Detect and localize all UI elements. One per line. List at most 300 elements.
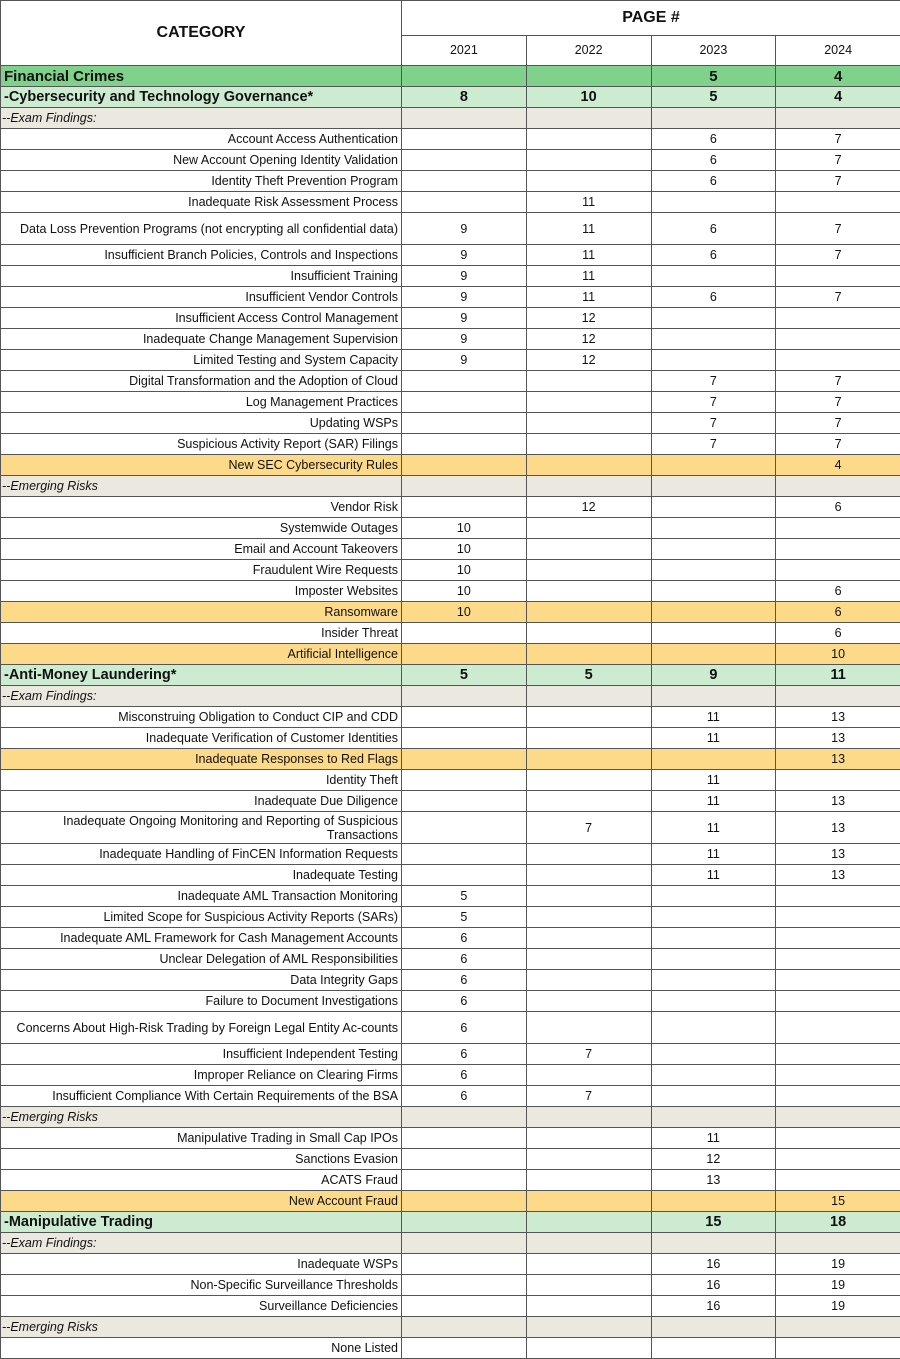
page-cell-2021: 10 bbox=[402, 581, 527, 602]
page-cell-2023 bbox=[651, 749, 776, 770]
category-cell: Inadequate Ongoing Monitoring and Reporting of Suspicious Transactions bbox=[1, 812, 402, 844]
table-row-label bbox=[1, 686, 900, 707]
table-row-item bbox=[1, 907, 900, 928]
category-cell: Digital Transformation and the Adoption of Cloud bbox=[1, 371, 402, 392]
page-cell-2022: 10 bbox=[526, 87, 651, 108]
category-cell: Inadequate AML Transaction Monitoring bbox=[1, 886, 402, 907]
page-cell-2021 bbox=[402, 707, 527, 728]
page-cell-2023: 11 bbox=[651, 1128, 776, 1149]
page-cell-2021 bbox=[402, 497, 527, 518]
page-cell-2022 bbox=[526, 749, 651, 770]
page-cell-2022: 7 bbox=[526, 1044, 651, 1065]
category-cell: Data Loss Prevention Programs (not encrypting all confidential data) bbox=[1, 213, 402, 245]
page-cell-2023 bbox=[651, 1191, 776, 1212]
page-cell-2023: 7 bbox=[651, 371, 776, 392]
page-cell-2022 bbox=[526, 518, 651, 539]
page-cell-2024: 6 bbox=[776, 602, 900, 623]
category-cell: Financial Crimes bbox=[1, 66, 402, 87]
category-cell: Insufficient Independent Testing bbox=[1, 1044, 402, 1065]
page-cell-2021 bbox=[402, 1254, 527, 1275]
page-cell-2023 bbox=[651, 1086, 776, 1107]
page-cell-2021 bbox=[402, 66, 527, 87]
year-header-2024: 2024 bbox=[776, 35, 900, 65]
page-cell-2022 bbox=[526, 770, 651, 791]
page-cell-2023 bbox=[651, 455, 776, 476]
page-cell-2021 bbox=[402, 413, 527, 434]
category-cell: Data Integrity Gaps bbox=[1, 970, 402, 991]
page-cell-2022 bbox=[526, 644, 651, 665]
page-cell-2021: 5 bbox=[402, 665, 527, 686]
category-cell: -Anti-Money Laundering* bbox=[1, 665, 402, 686]
page-cell-2023: 13 bbox=[651, 1170, 776, 1191]
page-cell-2023: 11 bbox=[651, 791, 776, 812]
table-row-item bbox=[1, 371, 900, 392]
page-cell-2021 bbox=[402, 476, 527, 497]
page-cell-2023: 11 bbox=[651, 865, 776, 886]
page-cell-2021: 10 bbox=[402, 518, 527, 539]
category-cell: Inadequate Due Diligence bbox=[1, 791, 402, 812]
page-cell-2021: 5 bbox=[402, 907, 527, 928]
page-cell-2022 bbox=[526, 602, 651, 623]
page-cell-2023 bbox=[651, 928, 776, 949]
page-cell-2021 bbox=[402, 812, 527, 844]
page-cell-2022 bbox=[526, 1149, 651, 1170]
category-cell: Sanctions Evasion bbox=[1, 1149, 402, 1170]
page-cell-2023 bbox=[651, 949, 776, 970]
page-cell-2023: 12 bbox=[651, 1149, 776, 1170]
page-cell-2024: 7 bbox=[776, 129, 900, 150]
page-cell-2024 bbox=[776, 1086, 900, 1107]
page-cell-2024: 13 bbox=[776, 844, 900, 865]
page-cell-2024 bbox=[776, 949, 900, 970]
category-cell: Concerns About High-Risk Trading by Foreign Legal Entity Ac-counts bbox=[1, 1012, 402, 1044]
page-cell-2024 bbox=[776, 266, 900, 287]
category-cell: ACATS Fraud bbox=[1, 1170, 402, 1191]
page-cell-2022 bbox=[526, 66, 651, 87]
page-cell-2023 bbox=[651, 581, 776, 602]
category-cell: Suspicious Activity Report (SAR) Filings bbox=[1, 434, 402, 455]
table-row-item bbox=[1, 1065, 900, 1086]
category-cell: Insufficient Training bbox=[1, 266, 402, 287]
page-cell-2021 bbox=[402, 129, 527, 150]
page-cell-2021 bbox=[402, 171, 527, 192]
page-cell-2021: 9 bbox=[402, 350, 527, 371]
page-cell-2022: 11 bbox=[526, 213, 651, 245]
page-cell-2022: 12 bbox=[526, 329, 651, 350]
category-cell: --Exam Findings: bbox=[1, 108, 402, 129]
category-cell: Vendor Risk bbox=[1, 497, 402, 518]
page-cell-2021 bbox=[402, 1317, 527, 1338]
table-row-label bbox=[1, 1317, 900, 1338]
table-row-label bbox=[1, 476, 900, 497]
page-cell-2024: 19 bbox=[776, 1254, 900, 1275]
table-row-item bbox=[1, 1296, 900, 1317]
page-cell-2022: 7 bbox=[526, 1086, 651, 1107]
page-cell-2022 bbox=[526, 129, 651, 150]
page-cell-2024: 19 bbox=[776, 1296, 900, 1317]
page-cell-2024: 11 bbox=[776, 665, 900, 686]
page-cell-2024 bbox=[776, 907, 900, 928]
category-cell: Account Access Authentication bbox=[1, 129, 402, 150]
page-cell-2024: 19 bbox=[776, 1275, 900, 1296]
table-row-subsection bbox=[1, 665, 900, 686]
category-cell: New Account Fraud bbox=[1, 1191, 402, 1212]
page-cell-2024: 6 bbox=[776, 581, 900, 602]
page-cell-2021: 9 bbox=[402, 213, 527, 245]
page-cell-2024: 7 bbox=[776, 245, 900, 266]
category-cell: Insider Threat bbox=[1, 623, 402, 644]
page-cell-2021 bbox=[402, 1338, 527, 1359]
table-row-item bbox=[1, 287, 900, 308]
page-cell-2023 bbox=[651, 476, 776, 497]
page-cell-2021: 9 bbox=[402, 308, 527, 329]
page-cell-2022 bbox=[526, 791, 651, 812]
page-cell-2022 bbox=[526, 886, 651, 907]
page-cell-2022 bbox=[526, 707, 651, 728]
table-row-item bbox=[1, 581, 900, 602]
page-cell-2021: 6 bbox=[402, 1012, 527, 1044]
page-cell-2024 bbox=[776, 108, 900, 129]
page-cell-2024 bbox=[776, 1170, 900, 1191]
page-cell-2022: 11 bbox=[526, 245, 651, 266]
page-cell-2022 bbox=[526, 1296, 651, 1317]
page-cell-2021: 6 bbox=[402, 970, 527, 991]
page-cell-2022 bbox=[526, 728, 651, 749]
category-cell: Limited Scope for Suspicious Activity Reports (SARs) bbox=[1, 907, 402, 928]
page-cell-2022 bbox=[526, 539, 651, 560]
page-cell-2023 bbox=[651, 518, 776, 539]
page-cell-2021 bbox=[402, 791, 527, 812]
page-cell-2021 bbox=[402, 686, 527, 707]
category-cell: Email and Account Takeovers bbox=[1, 539, 402, 560]
page-cell-2022 bbox=[526, 970, 651, 991]
table-body bbox=[1, 66, 900, 1359]
page-cell-2023 bbox=[651, 991, 776, 1012]
page-cell-2022 bbox=[526, 455, 651, 476]
category-cell: Updating WSPs bbox=[1, 413, 402, 434]
table-row-highlight bbox=[1, 644, 900, 665]
page-cell-2022 bbox=[526, 844, 651, 865]
page-cell-2021: 9 bbox=[402, 329, 527, 350]
table-row-label bbox=[1, 1107, 900, 1128]
page-cell-2023: 9 bbox=[651, 665, 776, 686]
page-cell-2023: 6 bbox=[651, 213, 776, 245]
table-row-item bbox=[1, 1170, 900, 1191]
page-cell-2021 bbox=[402, 1191, 527, 1212]
page-cell-2023 bbox=[651, 108, 776, 129]
page-cell-2024 bbox=[776, 886, 900, 907]
page-cell-2024: 7 bbox=[776, 171, 900, 192]
table-row-item bbox=[1, 497, 900, 518]
category-cell: Limited Testing and System Capacity bbox=[1, 350, 402, 371]
page-cell-2021: 5 bbox=[402, 886, 527, 907]
page-cell-2023: 11 bbox=[651, 728, 776, 749]
page-cell-2022 bbox=[526, 1012, 651, 1044]
table-row-item bbox=[1, 171, 900, 192]
page-cell-2024 bbox=[776, 539, 900, 560]
category-cell: Insufficient Compliance With Certain Requirements of the BSA bbox=[1, 1086, 402, 1107]
table-row-label bbox=[1, 1233, 900, 1254]
page-cell-2021 bbox=[402, 1296, 527, 1317]
page-cell-2021 bbox=[402, 1212, 527, 1233]
year-header-2021: 2021 bbox=[402, 35, 527, 65]
table-row-section bbox=[1, 66, 900, 87]
page-cell-2021 bbox=[402, 150, 527, 171]
page-cell-2023: 11 bbox=[651, 812, 776, 844]
page-cell-2024: 6 bbox=[776, 497, 900, 518]
page-cell-2021: 10 bbox=[402, 539, 527, 560]
page-cell-2023 bbox=[651, 1044, 776, 1065]
category-cell: -Cybersecurity and Technology Governance* bbox=[1, 87, 402, 108]
page-cell-2024: 13 bbox=[776, 707, 900, 728]
category-cell: --Exam Findings: bbox=[1, 1233, 402, 1254]
category-cell: Systemwide Outages bbox=[1, 518, 402, 539]
category-cell: Inadequate Risk Assessment Process bbox=[1, 192, 402, 213]
year-header-2022: 2022 bbox=[526, 35, 651, 65]
category-cell: Surveillance Deficiencies bbox=[1, 1296, 402, 1317]
page-cell-2021 bbox=[402, 844, 527, 865]
page-cell-2022 bbox=[526, 1254, 651, 1275]
page-cell-2022 bbox=[526, 392, 651, 413]
category-cell: Fraudulent Wire Requests bbox=[1, 560, 402, 581]
page-cell-2022 bbox=[526, 1107, 651, 1128]
page-cell-2022 bbox=[526, 108, 651, 129]
page-cell-2022 bbox=[526, 1338, 651, 1359]
category-column-header: CATEGORY bbox=[1, 1, 402, 66]
page-cell-2023: 6 bbox=[651, 287, 776, 308]
table-row-item bbox=[1, 1044, 900, 1065]
category-cell: Insufficient Branch Policies, Controls and Inspections bbox=[1, 245, 402, 266]
table-row-item bbox=[1, 245, 900, 266]
table-row-item bbox=[1, 770, 900, 791]
page-cell-2024: 18 bbox=[776, 1212, 900, 1233]
page-cell-2024 bbox=[776, 560, 900, 581]
table-row-item bbox=[1, 150, 900, 171]
page-cell-2021 bbox=[402, 371, 527, 392]
page-cell-2023: 6 bbox=[651, 245, 776, 266]
page-cell-2023 bbox=[651, 1065, 776, 1086]
page-cell-2022: 12 bbox=[526, 308, 651, 329]
category-cell: Insufficient Access Control Management bbox=[1, 308, 402, 329]
table-row-subsection bbox=[1, 87, 900, 108]
page-cell-2021 bbox=[402, 644, 527, 665]
page-cell-2023 bbox=[651, 539, 776, 560]
page-cell-2022 bbox=[526, 413, 651, 434]
page-cell-2024: 7 bbox=[776, 434, 900, 455]
page-cell-2022 bbox=[526, 1317, 651, 1338]
category-cell: -Manipulative Trading bbox=[1, 1212, 402, 1233]
page-cell-2021: 6 bbox=[402, 1065, 527, 1086]
table-row-item bbox=[1, 129, 900, 150]
page-cell-2023 bbox=[651, 602, 776, 623]
page-cell-2024 bbox=[776, 1107, 900, 1128]
table-row-item bbox=[1, 350, 900, 371]
page-cell-2023 bbox=[651, 192, 776, 213]
page-cell-2021 bbox=[402, 1149, 527, 1170]
page-cell-2024: 13 bbox=[776, 749, 900, 770]
page-cell-2023: 6 bbox=[651, 150, 776, 171]
category-cell: Artificial Intelligence bbox=[1, 644, 402, 665]
page-cell-2022 bbox=[526, 1170, 651, 1191]
table-row-item bbox=[1, 1012, 900, 1044]
page-cell-2024: 7 bbox=[776, 150, 900, 171]
page-cell-2023 bbox=[651, 308, 776, 329]
page-cell-2024: 6 bbox=[776, 623, 900, 644]
page-cell-2024: 10 bbox=[776, 644, 900, 665]
page-cell-2023 bbox=[651, 907, 776, 928]
page-cell-2023 bbox=[651, 560, 776, 581]
table-row-item bbox=[1, 707, 900, 728]
page-cell-2021: 6 bbox=[402, 1086, 527, 1107]
page-cell-2023: 11 bbox=[651, 844, 776, 865]
table-row-item bbox=[1, 812, 900, 844]
page-cell-2021: 9 bbox=[402, 245, 527, 266]
category-cell: Identity Theft Prevention Program bbox=[1, 171, 402, 192]
page-cell-2022 bbox=[526, 1275, 651, 1296]
page-cell-2024 bbox=[776, 1149, 900, 1170]
page-cell-2023 bbox=[651, 1233, 776, 1254]
page-cell-2024 bbox=[776, 686, 900, 707]
table-row-highlight bbox=[1, 749, 900, 770]
page-cell-2023: 5 bbox=[651, 66, 776, 87]
page-cell-2023 bbox=[651, 329, 776, 350]
category-cell: Ransomware bbox=[1, 602, 402, 623]
page-cell-2022 bbox=[526, 623, 651, 644]
page-cell-2024: 7 bbox=[776, 371, 900, 392]
page-cell-2022: 11 bbox=[526, 192, 651, 213]
page-cell-2023 bbox=[651, 623, 776, 644]
page-cell-2024 bbox=[776, 1128, 900, 1149]
page-cell-2022: 11 bbox=[526, 287, 651, 308]
table-row-item bbox=[1, 886, 900, 907]
page-cell-2022: 5 bbox=[526, 665, 651, 686]
table-row-item bbox=[1, 970, 900, 991]
page-cell-2023 bbox=[651, 1338, 776, 1359]
table-row-item bbox=[1, 213, 900, 245]
page-cell-2022 bbox=[526, 581, 651, 602]
page-cell-2021: 10 bbox=[402, 602, 527, 623]
page-cell-2022: 12 bbox=[526, 497, 651, 518]
page-cell-2023: 7 bbox=[651, 434, 776, 455]
page-cell-2023 bbox=[651, 1107, 776, 1128]
page-cell-2022 bbox=[526, 991, 651, 1012]
table-row-item bbox=[1, 539, 900, 560]
page-cell-2021: 6 bbox=[402, 1044, 527, 1065]
table-row-item bbox=[1, 728, 900, 749]
page-cell-2022 bbox=[526, 928, 651, 949]
category-cell: Manipulative Trading in Small Cap IPOs bbox=[1, 1128, 402, 1149]
category-cell: New Account Opening Identity Validation bbox=[1, 150, 402, 171]
category-cell: Unclear Delegation of AML Responsibilities bbox=[1, 949, 402, 970]
table-row-item bbox=[1, 865, 900, 886]
table-row-item bbox=[1, 1086, 900, 1107]
page-cell-2023: 16 bbox=[651, 1275, 776, 1296]
table-row-item bbox=[1, 949, 900, 970]
page-cell-2024 bbox=[776, 1065, 900, 1086]
category-cell: Inadequate Responses to Red Flags bbox=[1, 749, 402, 770]
page-cell-2022 bbox=[526, 907, 651, 928]
page-cell-2024 bbox=[776, 770, 900, 791]
page-cell-2023: 7 bbox=[651, 413, 776, 434]
page-cell-2023: 5 bbox=[651, 87, 776, 108]
page-cell-2024: 4 bbox=[776, 87, 900, 108]
page-cell-2022: 7 bbox=[526, 812, 651, 844]
page-cell-2024 bbox=[776, 329, 900, 350]
page-cell-2021 bbox=[402, 1128, 527, 1149]
page-cell-2024: 7 bbox=[776, 392, 900, 413]
table-row-item bbox=[1, 928, 900, 949]
page-cell-2022 bbox=[526, 1065, 651, 1086]
page-cell-2023 bbox=[651, 350, 776, 371]
page-cell-2022 bbox=[526, 150, 651, 171]
page-cell-2023 bbox=[651, 686, 776, 707]
table-row-highlight bbox=[1, 455, 900, 476]
page-cell-2021: 9 bbox=[402, 266, 527, 287]
table-row-item bbox=[1, 434, 900, 455]
page-cell-2024: 15 bbox=[776, 1191, 900, 1212]
page-cell-2024: 4 bbox=[776, 455, 900, 476]
category-cell: None Listed bbox=[1, 1338, 402, 1359]
page-cell-2021 bbox=[402, 770, 527, 791]
page-cell-2021 bbox=[402, 1233, 527, 1254]
category-cell: --Emerging Risks bbox=[1, 1107, 402, 1128]
page-cell-2022 bbox=[526, 434, 651, 455]
page-cell-2022 bbox=[526, 1191, 651, 1212]
page-cell-2023: 7 bbox=[651, 392, 776, 413]
page-cell-2022 bbox=[526, 949, 651, 970]
page-cell-2022 bbox=[526, 1128, 651, 1149]
page-cell-2021 bbox=[402, 1170, 527, 1191]
page-cell-2022: 12 bbox=[526, 350, 651, 371]
page-cell-2024: 7 bbox=[776, 413, 900, 434]
table-row-item bbox=[1, 192, 900, 213]
table-row-item bbox=[1, 392, 900, 413]
page-cell-2022 bbox=[526, 171, 651, 192]
table-row-item bbox=[1, 844, 900, 865]
page-cell-2022 bbox=[526, 560, 651, 581]
page-cell-2022: 11 bbox=[526, 266, 651, 287]
category-cell: Inadequate Testing bbox=[1, 865, 402, 886]
page-cell-2021 bbox=[402, 455, 527, 476]
page-cell-2023 bbox=[651, 886, 776, 907]
page-cell-2021: 8 bbox=[402, 87, 527, 108]
category-cell: Inadequate WSPs bbox=[1, 1254, 402, 1275]
page-cell-2021 bbox=[402, 865, 527, 886]
category-cell: Inadequate AML Framework for Cash Management Accounts bbox=[1, 928, 402, 949]
page-cell-2024 bbox=[776, 928, 900, 949]
page-cell-2021 bbox=[402, 1275, 527, 1296]
page-cell-2023 bbox=[651, 1012, 776, 1044]
page-cell-2024: 13 bbox=[776, 791, 900, 812]
page-cell-2021: 6 bbox=[402, 949, 527, 970]
table-row-item bbox=[1, 1254, 900, 1275]
category-cell: Misconstruing Obligation to Conduct CIP and CDD bbox=[1, 707, 402, 728]
page-cell-2024 bbox=[776, 308, 900, 329]
page-cell-2024 bbox=[776, 970, 900, 991]
table-row-item bbox=[1, 266, 900, 287]
table-row-item bbox=[1, 308, 900, 329]
page-cell-2022 bbox=[526, 1233, 651, 1254]
page-cell-2021: 6 bbox=[402, 928, 527, 949]
category-cell: Log Management Practices bbox=[1, 392, 402, 413]
page-cell-2021 bbox=[402, 392, 527, 413]
page-cell-2023: 11 bbox=[651, 707, 776, 728]
page-cell-2023 bbox=[651, 497, 776, 518]
page-cell-2024 bbox=[776, 1317, 900, 1338]
page-cell-2021 bbox=[402, 192, 527, 213]
page-cell-2022 bbox=[526, 476, 651, 497]
page-cell-2024: 7 bbox=[776, 213, 900, 245]
